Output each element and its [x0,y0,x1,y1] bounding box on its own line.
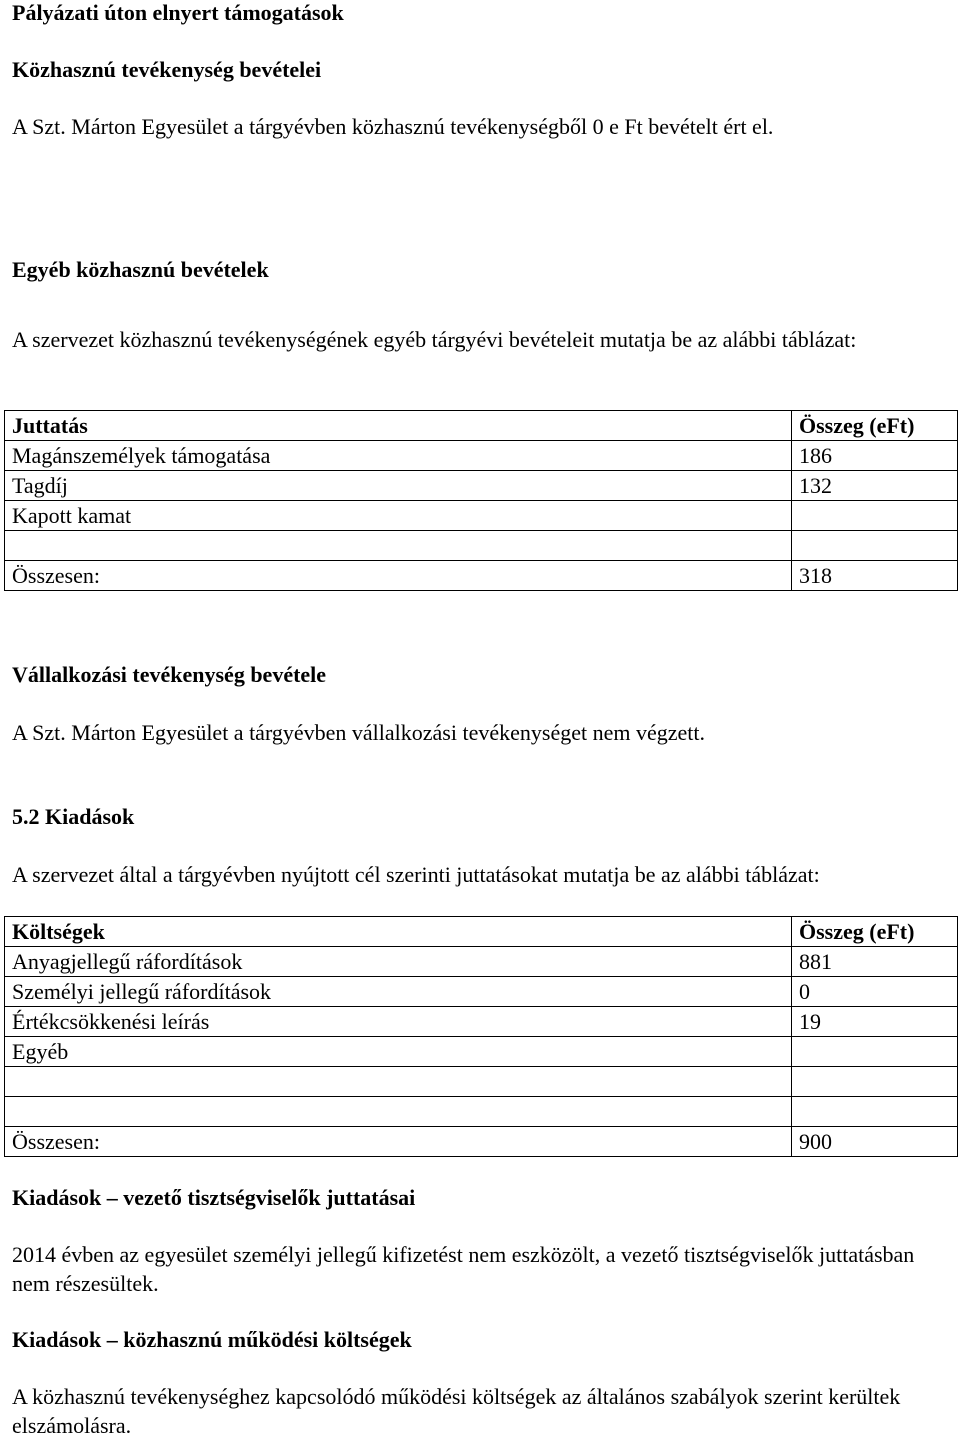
paragraph-kiadasok-intro: A szervezet által a tárgyévben nyújtott cél szerinti juttatásokat mutatja be az alábbi táblázat: [12,862,820,887]
heading-kozhasznu-bevetelei: Közhasznú tevékenység bevételei [12,57,322,82]
cell-total-label: Összesen: [5,561,792,591]
cell-value [792,501,958,531]
table-row [5,1067,958,1097]
cell-value: 0 [792,977,958,1007]
cell-total-value: 318 [792,561,958,591]
table-header-row [5,917,958,947]
paragraph-mukodesi: A közhasznú tevékenységhez kapcsolódó működési költségek az általános szabályok szerint kerültek elszámolásra. [12,1384,901,1438]
cell-label: Személyi jellegű ráfordítások [5,977,792,1007]
header-osszeg: Összeg (eFt) [792,411,958,441]
table-row [5,441,958,471]
cell-value: 186 [792,441,958,471]
heading-palyazati: Pályázati úton elnyert támogatások [12,0,344,25]
table-row [5,1097,958,1127]
cell-value [792,1097,958,1127]
paragraph-kozhasznu: A Szt. Márton Egyesület a tárgyévben közhasznú tevékenységből 0 e Ft bevételt ért el. [12,114,774,139]
header-koltsegek: Költségek [5,917,792,947]
paragraph-vallalkozasi: A Szt. Márton Egyesület a tárgyévben vállalkozási tevékenységet nem végzett. [12,720,705,745]
paragraph-egyeb-intro: A szervezet közhasznú tevékenységének egyéb tárgyévi bevételeit mutatja be az alábbi táblázat: [12,327,857,352]
cell-label [5,1067,792,1097]
cell-value [792,1067,958,1097]
table-row [5,471,958,501]
cell-label: Értékcsökkenési leírás [5,1007,792,1037]
cell-label [5,1097,792,1127]
table-row [5,1007,958,1037]
cell-total-value: 900 [792,1127,958,1157]
cell-value: 881 [792,947,958,977]
table-total-row [5,561,958,591]
expense-table [4,916,958,1157]
table-header-row [5,411,958,441]
income-table [4,410,958,591]
table-row [5,531,958,561]
heading-vallalkozasi: Vállalkozási tevékenység bevétele [12,662,327,687]
cell-label [5,531,792,561]
heading-mukodesi: Kiadások – közhasznú működési költségek [12,1327,412,1352]
cell-label: Egyéb [5,1037,792,1067]
cell-label: Anyagjellegű ráfordítások [5,947,792,977]
cell-value [792,1037,958,1067]
table-row [5,947,958,977]
cell-label: Magánszemélyek támogatása [5,441,792,471]
cell-label: Tagdíj [5,471,792,501]
cell-value: 132 [792,471,958,501]
header-juttatas: Juttatás [5,411,792,441]
cell-value: 19 [792,1007,958,1037]
table-row [5,501,958,531]
cell-label: Kapott kamat [5,501,792,531]
cell-total-label: Összesen: [5,1127,792,1157]
table-row [5,977,958,1007]
table-row [5,1037,958,1067]
heading-egyeb-bevetelek: Egyéb közhasznú bevételek [12,257,269,282]
table-total-row [5,1127,958,1157]
header-osszeg: Összeg (eFt) [792,917,958,947]
cell-value [792,531,958,561]
heading-kiadasok: 5.2 Kiadások [12,804,135,829]
paragraph-vezeto: 2014 évben az egyesület személyi jellegű kifizetést nem eszközölt, a vezető tisztségviselők juttatásban nem részesültek. [12,1242,915,1296]
heading-vezeto: Kiadások – vezető tisztségviselők juttatásai [12,1185,416,1210]
